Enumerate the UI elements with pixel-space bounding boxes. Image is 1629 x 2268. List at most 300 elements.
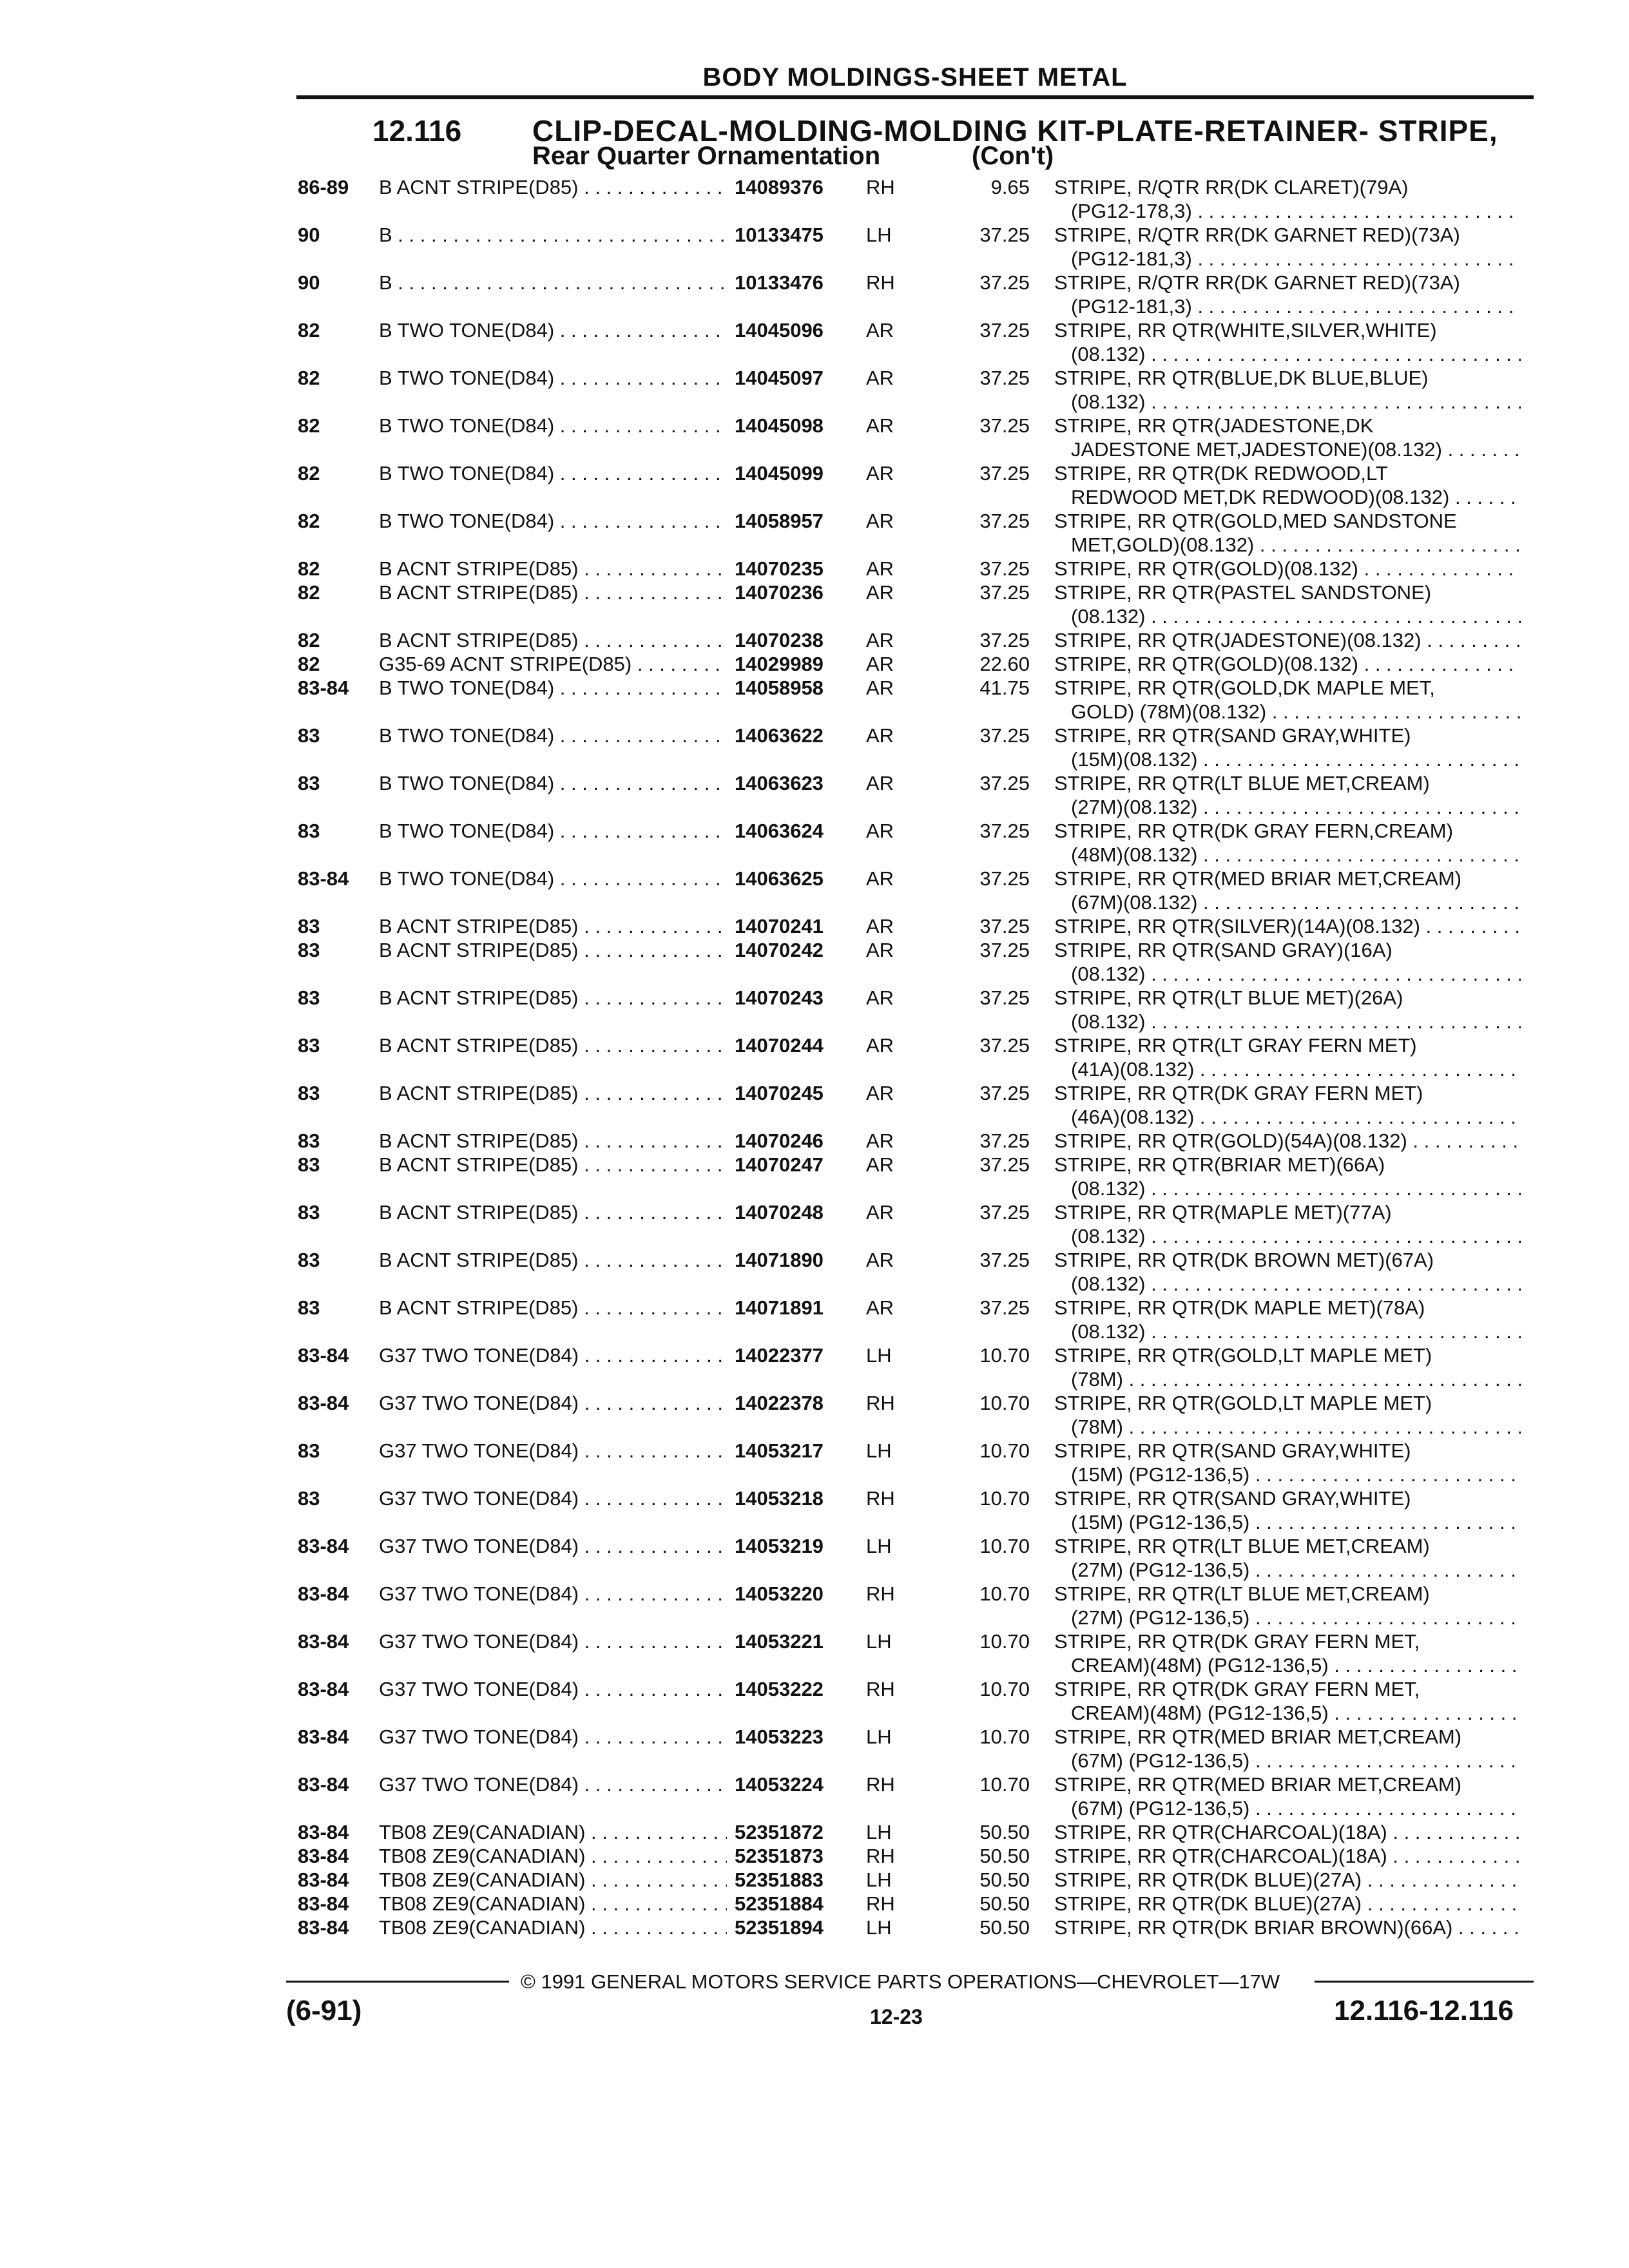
- price: 50.50: [979, 1845, 1030, 1867]
- model-years: 83: [298, 820, 320, 842]
- part-name-line-1: STRIPE, RR QTR(DK BROWN MET)(67A): [1054, 1249, 1434, 1271]
- part-name-line-1: STRIPE, RR QTR(PASTEL SANDSTONE): [1054, 581, 1432, 604]
- part-name: [1054, 652, 1521, 676]
- part-name-line-1: STRIPE, RR QTR(BLUE,DK BLUE,BLUE): [1054, 367, 1429, 389]
- model-years: 83-84: [298, 1582, 349, 1605]
- price: 10.70: [979, 1344, 1030, 1367]
- part-number: 14063624: [735, 820, 824, 842]
- usage-description: B TWO TONE(D84) . . .: [379, 867, 727, 890]
- model-years: 82: [298, 367, 320, 389]
- parts-row: [0, 1200, 1629, 1248]
- part-name-line-2: (PG12-181,3) . . .: [1054, 294, 1521, 318]
- usage-description: G37 TWO TONE(D84) . . .: [379, 1486, 727, 1510]
- side-code: AR: [866, 724, 894, 747]
- part-name: [1054, 1343, 1521, 1391]
- part-name-line-1: STRIPE, RR QTR(DK GRAY FERN,CREAM): [1054, 820, 1453, 842]
- side-code: AR: [866, 462, 894, 485]
- side-code: AR: [866, 581, 894, 604]
- part-number: 14053221: [735, 1630, 824, 1653]
- page-header-title: BODY MOLDINGS-SHEET METAL: [702, 63, 1128, 91]
- part-name-line-1: STRIPE, RR QTR(SAND GRAY,WHITE): [1054, 1487, 1411, 1510]
- parts-row: [0, 676, 1629, 724]
- price: 37.25: [979, 271, 1030, 294]
- price: 10.70: [979, 1439, 1030, 1462]
- price: 50.50: [979, 1821, 1030, 1843]
- usage-description: B ACNT STRIPE(D85) . . .: [379, 1200, 727, 1224]
- price: 37.25: [979, 724, 1030, 747]
- part-name: [1054, 1129, 1521, 1153]
- part-name-line-2: (67M) (PG12-136,5) . . .: [1054, 1749, 1521, 1773]
- part-name: [1054, 1033, 1521, 1081]
- part-name: [1054, 509, 1521, 557]
- part-name-line-2: (15M)(08.132) . . .: [1054, 747, 1521, 771]
- parts-row: [0, 771, 1629, 819]
- part-name-line-2: (08.132) . . .: [1054, 1224, 1521, 1248]
- parts-row: [0, 581, 1629, 628]
- section-title: CLIP-DECAL-MOLDING-MOLDING KIT-PLATE-RETAINER- STRIPE,: [532, 114, 1498, 148]
- part-number: 14053218: [735, 1487, 824, 1510]
- model-years: 83: [298, 939, 320, 961]
- part-name-line-2: CREAM)(48M) (PG12-136,5) . . .: [1054, 1701, 1521, 1725]
- usage-description: B ACNT STRIPE(D85) . . .: [379, 1248, 727, 1272]
- model-years: 82: [298, 462, 320, 485]
- side-code: LH: [866, 1535, 892, 1557]
- parts-row: [0, 366, 1629, 414]
- part-name-line-1: STRIPE, RR QTR(JADESTONE)(08.132) . . .: [1054, 628, 1521, 652]
- part-name-line-2: (27M) (PG12-136,5) . . .: [1054, 1606, 1521, 1629]
- model-years: 83-84: [298, 867, 349, 890]
- side-code: AR: [866, 1249, 894, 1271]
- model-years: 83: [298, 1439, 320, 1462]
- part-name-line-1: STRIPE, RR QTR(JADESTONE,DK: [1054, 414, 1374, 437]
- price: 37.25: [979, 629, 1030, 651]
- part-number: 14045098: [735, 414, 824, 437]
- part-name-line-1: STRIPE, RR QTR(MED BRIAR MET,CREAM): [1054, 1725, 1462, 1748]
- parts-row: [0, 1296, 1629, 1343]
- usage-description: B TWO TONE(D84) . . .: [379, 318, 727, 342]
- side-code: AR: [866, 939, 894, 961]
- price: 41.75: [979, 677, 1030, 699]
- part-name-line-1: STRIPE, RR QTR(GOLD,MED SANDSTONE: [1054, 510, 1457, 532]
- usage-description: G37 TWO TONE(D84) . . .: [379, 1534, 727, 1558]
- part-name-line-1: STRIPE, R/QTR RR(DK GARNET RED)(73A): [1054, 271, 1460, 294]
- price: 37.25: [979, 915, 1030, 937]
- part-name: [1054, 1629, 1521, 1677]
- price: 37.25: [979, 224, 1030, 246]
- parts-row: [0, 461, 1629, 509]
- side-code: AR: [866, 915, 894, 937]
- side-code: AR: [866, 1153, 894, 1176]
- parts-row: [0, 1868, 1629, 1892]
- usage-description: TB08 ZE9(CANADIAN) . . .: [379, 1916, 727, 1939]
- parts-row: [0, 1820, 1629, 1844]
- side-code: AR: [866, 677, 894, 699]
- side-code: RH: [866, 176, 895, 198]
- model-years: 86-89: [298, 176, 349, 198]
- part-number: 14063623: [735, 772, 824, 794]
- part-name: [1054, 1844, 1521, 1868]
- part-name-line-2: (08.132) . . .: [1054, 962, 1521, 986]
- parts-row: [0, 1033, 1629, 1081]
- side-code: LH: [866, 1821, 892, 1843]
- part-number: 14070235: [735, 557, 824, 580]
- part-number: 14053220: [735, 1582, 824, 1605]
- side-code: AR: [866, 510, 894, 532]
- part-name-line-1: STRIPE, RR QTR(MED BRIAR MET,CREAM): [1054, 867, 1462, 890]
- part-name-line-1: STRIPE, RR QTR(DK MAPLE MET)(78A): [1054, 1296, 1425, 1319]
- part-number: 14058957: [735, 510, 824, 532]
- price: 37.25: [979, 510, 1030, 532]
- model-years: 82: [298, 319, 320, 341]
- section-number: 12.116: [372, 114, 462, 148]
- part-number: 14071891: [735, 1296, 824, 1319]
- price: 37.25: [979, 1129, 1030, 1152]
- side-code: AR: [866, 367, 894, 389]
- section-continued: (Con't): [972, 142, 1054, 170]
- part-name: [1054, 414, 1521, 461]
- price: 37.25: [979, 462, 1030, 485]
- model-years: 83-84: [298, 1725, 349, 1748]
- model-years: 83: [298, 1296, 320, 1319]
- model-years: 90: [298, 271, 320, 294]
- part-name: [1054, 1296, 1521, 1343]
- parts-row: [0, 1248, 1629, 1296]
- part-name-line-1: STRIPE, RR QTR(GOLD,DK MAPLE MET,: [1054, 677, 1435, 699]
- price: 37.25: [979, 1296, 1030, 1319]
- parts-row: [0, 1486, 1629, 1534]
- model-years: 82: [298, 557, 320, 580]
- footer-rule-left: [286, 1981, 509, 1983]
- part-name: [1054, 175, 1521, 223]
- side-code: RH: [866, 1892, 895, 1915]
- part-name-line-1: STRIPE, RR QTR(DK REDWOOD,LT: [1054, 462, 1388, 485]
- part-name-line-1: STRIPE, R/QTR RR(DK CLARET)(79A): [1054, 176, 1409, 198]
- usage-description: TB08 ZE9(CANADIAN) . . .: [379, 1844, 727, 1868]
- part-number: 14022377: [735, 1344, 824, 1367]
- usage-description: B TWO TONE(D84) . . .: [379, 366, 727, 390]
- part-number: 52351894: [735, 1916, 824, 1939]
- section-subtitle: Rear Quarter Ornamentation: [532, 142, 881, 170]
- side-code: AR: [866, 1082, 894, 1104]
- part-name: [1054, 1725, 1521, 1773]
- model-years: 83: [298, 1153, 320, 1176]
- price: 37.25: [979, 319, 1030, 341]
- model-years: 83: [298, 724, 320, 747]
- part-number: 14070236: [735, 581, 824, 604]
- usage-description: B ACNT STRIPE(D85) . . .: [379, 1129, 727, 1153]
- part-number: 14071890: [735, 1249, 824, 1271]
- side-code: AR: [866, 867, 894, 890]
- part-number: 14070242: [735, 939, 824, 961]
- part-name-line-1: STRIPE, RR QTR(DK BLUE)(27A) . . .: [1054, 1868, 1521, 1892]
- usage-description: G35-69 ACNT STRIPE(D85) . . .: [379, 652, 727, 676]
- parts-row: [0, 318, 1629, 366]
- usage-description: B TWO TONE(D84) . . .: [379, 771, 727, 795]
- part-number: 14022378: [735, 1392, 824, 1414]
- part-name: [1054, 819, 1521, 867]
- part-name-line-1: STRIPE, RR QTR(MED BRIAR MET,CREAM): [1054, 1773, 1462, 1796]
- part-number: 14070246: [735, 1129, 824, 1152]
- usage-description: B . . .: [379, 223, 727, 247]
- model-years: 83-84: [298, 1630, 349, 1653]
- part-number: 14070243: [735, 986, 824, 1009]
- model-years: 82: [298, 653, 320, 675]
- price: 10.70: [979, 1773, 1030, 1796]
- parts-row: [0, 1439, 1629, 1486]
- part-name: [1054, 271, 1521, 318]
- side-code: AR: [866, 820, 894, 842]
- part-name-line-1: STRIPE, RR QTR(SAND GRAY)(16A): [1054, 939, 1393, 961]
- part-name-line-2: GOLD) (78M)(08.132) . . .: [1054, 700, 1521, 724]
- part-name-line-2: (08.132) . . .: [1054, 342, 1521, 366]
- part-name: [1054, 1868, 1521, 1892]
- side-code: RH: [866, 1392, 895, 1414]
- side-code: RH: [866, 271, 895, 294]
- page-number: 12-23: [870, 2005, 923, 2028]
- part-name-line-2: (78M) . . .: [1054, 1415, 1521, 1439]
- part-name-line-2: (78M) . . .: [1054, 1367, 1521, 1391]
- part-name-line-1: STRIPE, RR QTR(SAND GRAY,WHITE): [1054, 1439, 1411, 1462]
- parts-row: [0, 1773, 1629, 1820]
- usage-description: G37 TWO TONE(D84) . . .: [379, 1439, 727, 1463]
- parts-row: [0, 1081, 1629, 1129]
- part-name-line-1: STRIPE, RR QTR(SAND GRAY,WHITE): [1054, 724, 1411, 747]
- header-rule: [296, 95, 1534, 99]
- part-number: 10133476: [735, 271, 824, 294]
- parts-row: [0, 223, 1629, 271]
- part-name: [1054, 223, 1521, 271]
- part-name-line-2: (08.132) . . .: [1054, 390, 1521, 414]
- part-number: 14045099: [735, 462, 824, 485]
- side-code: AR: [866, 319, 894, 341]
- parts-row: [0, 652, 1629, 676]
- part-name: [1054, 1439, 1521, 1486]
- parts-row: [0, 271, 1629, 318]
- model-years: 82: [298, 581, 320, 604]
- usage-description: G37 TWO TONE(D84) . . .: [379, 1343, 727, 1367]
- part-name-line-2: (67M)(08.132) . . .: [1054, 890, 1521, 914]
- part-number: 14063625: [735, 867, 824, 890]
- model-years: 83-84: [298, 1392, 349, 1414]
- part-name: [1054, 1820, 1521, 1844]
- part-name-line-1: STRIPE, RR QTR(LT BLUE MET,CREAM): [1054, 772, 1430, 794]
- parts-row: [0, 1129, 1629, 1153]
- parts-row: [0, 914, 1629, 938]
- part-name-line-2: (15M) (PG12-136,5) . . .: [1054, 1510, 1521, 1534]
- side-code: RH: [866, 1773, 895, 1796]
- parts-row: [0, 819, 1629, 867]
- part-name-line-1: STRIPE, RR QTR(SILVER)(14A)(08.132) . . .: [1054, 914, 1521, 938]
- usage-description: B ACNT STRIPE(D85) . . .: [379, 175, 727, 199]
- part-name: [1054, 1534, 1521, 1582]
- part-name-line-2: (46A)(08.132) . . .: [1054, 1105, 1521, 1129]
- parts-row: [0, 1892, 1629, 1916]
- part-number: 14053222: [735, 1678, 824, 1700]
- parts-row: [0, 1844, 1629, 1868]
- usage-description: B ACNT STRIPE(D85) . . .: [379, 628, 727, 652]
- part-number: 14063622: [735, 724, 824, 747]
- usage-description: B TWO TONE(D84) . . .: [379, 509, 727, 533]
- part-number: 52351872: [735, 1821, 824, 1843]
- model-years: 83-84: [298, 1678, 349, 1700]
- model-years: 82: [298, 414, 320, 437]
- part-name-line-1: STRIPE, RR QTR(GOLD,LT MAPLE MET): [1054, 1392, 1432, 1414]
- part-name-line-1: STRIPE, RR QTR(DK BRIAR BROWN)(66A) . . .: [1054, 1916, 1521, 1939]
- part-name-line-2: (PG12-178,3) . . .: [1054, 199, 1521, 223]
- part-name: [1054, 914, 1521, 938]
- part-number: 14070247: [735, 1153, 824, 1176]
- part-name-line-1: STRIPE, RR QTR(DK GRAY FERN MET,: [1054, 1678, 1420, 1700]
- part-name: [1054, 1248, 1521, 1296]
- part-name-line-2: CREAM)(48M) (PG12-136,5) . . .: [1054, 1653, 1521, 1677]
- model-years: 83: [298, 1082, 320, 1104]
- parts-row: [0, 557, 1629, 581]
- side-code: AR: [866, 772, 894, 794]
- part-name-line-1: STRIPE, RR QTR(WHITE,SILVER,WHITE): [1054, 319, 1437, 341]
- side-code: RH: [866, 1487, 895, 1510]
- part-name-line-2: (08.132) . . .: [1054, 1272, 1521, 1296]
- usage-description: B ACNT STRIPE(D85) . . .: [379, 1153, 727, 1177]
- part-number: 14045097: [735, 367, 824, 389]
- part-number: 14070241: [735, 915, 824, 937]
- parts-row: [0, 1629, 1629, 1677]
- side-code: RH: [866, 1845, 895, 1867]
- model-years: 83: [298, 915, 320, 937]
- usage-description: TB08 ZE9(CANADIAN) . . .: [379, 1820, 727, 1844]
- model-years: 83: [298, 1201, 320, 1224]
- part-name-line-2: (15M) (PG12-136,5) . . .: [1054, 1463, 1521, 1486]
- usage-description: B ACNT STRIPE(D85) . . .: [379, 1033, 727, 1057]
- side-code: AR: [866, 653, 894, 675]
- part-name-line-2: (67M) (PG12-136,5) . . .: [1054, 1796, 1521, 1820]
- part-number: 14070248: [735, 1201, 824, 1224]
- part-name-line-2: REDWOOD MET,DK REDWOOD)(08.132) . . .: [1054, 485, 1521, 509]
- part-number: 52351884: [735, 1892, 824, 1915]
- usage-description: B . . .: [379, 271, 727, 294]
- price: 37.25: [979, 1249, 1030, 1271]
- part-name-line-1: STRIPE, RR QTR(GOLD)(08.132) . . .: [1054, 557, 1521, 581]
- price: 37.25: [979, 1034, 1030, 1057]
- part-name-line-1: STRIPE, R/QTR RR(DK GARNET RED)(73A): [1054, 224, 1460, 246]
- part-name: [1054, 1892, 1521, 1916]
- price: 10.70: [979, 1392, 1030, 1414]
- price: 37.25: [979, 1201, 1030, 1224]
- model-years: 83-84: [298, 1344, 349, 1367]
- parts-row: [0, 175, 1629, 223]
- part-name: [1054, 1486, 1521, 1534]
- part-name: [1054, 986, 1521, 1033]
- model-years: 83: [298, 1129, 320, 1152]
- side-code: AR: [866, 986, 894, 1009]
- model-years: 83: [298, 986, 320, 1009]
- part-name-line-1: STRIPE, RR QTR(BRIAR MET)(66A): [1054, 1153, 1385, 1176]
- part-name: [1054, 676, 1521, 724]
- part-number: 14058958: [735, 677, 824, 699]
- usage-description: G37 TWO TONE(D84) . . .: [379, 1677, 727, 1701]
- side-code: LH: [866, 1916, 892, 1939]
- section-range: 12.116-12.116: [1334, 1995, 1514, 2026]
- price: 10.70: [979, 1725, 1030, 1748]
- part-name: [1054, 1200, 1521, 1248]
- usage-description: B ACNT STRIPE(D85) . . .: [379, 938, 727, 962]
- part-name: [1054, 1677, 1521, 1725]
- price: 37.25: [979, 414, 1030, 437]
- parts-row: [0, 1391, 1629, 1439]
- parts-row: [0, 1534, 1629, 1582]
- parts-row: [0, 509, 1629, 557]
- parts-row: [0, 1343, 1629, 1391]
- part-name-line-1: STRIPE, RR QTR(CHARCOAL)(18A) . . .: [1054, 1820, 1521, 1844]
- part-name: [1054, 557, 1521, 581]
- parts-row: [0, 414, 1629, 461]
- parts-row: [0, 724, 1629, 771]
- price: 37.25: [979, 820, 1030, 842]
- part-name-line-2: (41A)(08.132) . . .: [1054, 1057, 1521, 1081]
- part-number: 14070238: [735, 629, 824, 651]
- model-years: 83-84: [298, 1916, 349, 1939]
- side-code: AR: [866, 1129, 894, 1152]
- model-years: 83: [298, 772, 320, 794]
- part-name: [1054, 1773, 1521, 1820]
- price: 10.70: [979, 1630, 1030, 1653]
- parts-row: [0, 1153, 1629, 1200]
- model-years: 83-84: [298, 1892, 349, 1915]
- part-name: [1054, 938, 1521, 986]
- price: 50.50: [979, 1916, 1030, 1939]
- part-name-line-1: STRIPE, RR QTR(DK GRAY FERN MET,: [1054, 1630, 1420, 1653]
- side-code: AR: [866, 414, 894, 437]
- part-number: 14053219: [735, 1535, 824, 1557]
- parts-row: [0, 1916, 1629, 1939]
- usage-description: B ACNT STRIPE(D85) . . .: [379, 557, 727, 581]
- part-name: [1054, 366, 1521, 414]
- price: 10.70: [979, 1582, 1030, 1605]
- parts-row: [0, 986, 1629, 1033]
- part-name-line-2: (08.132) . . .: [1054, 604, 1521, 628]
- parts-row: [0, 938, 1629, 986]
- side-code: LH: [866, 1869, 892, 1891]
- price: 37.25: [979, 986, 1030, 1009]
- model-years: 90: [298, 224, 320, 246]
- part-number: 14070245: [735, 1082, 824, 1104]
- price: 50.50: [979, 1892, 1030, 1915]
- parts-row: [0, 867, 1629, 914]
- usage-description: TB08 ZE9(CANADIAN) . . .: [379, 1868, 727, 1892]
- side-code: RH: [866, 1678, 895, 1700]
- side-code: AR: [866, 1296, 894, 1319]
- model-years: 83-84: [298, 1821, 349, 1843]
- usage-description: TB08 ZE9(CANADIAN) . . .: [379, 1892, 727, 1916]
- price: 10.70: [979, 1535, 1030, 1557]
- part-number: 14053223: [735, 1725, 824, 1748]
- side-code: LH: [866, 1630, 892, 1653]
- usage-description: B ACNT STRIPE(D85) . . .: [379, 581, 727, 604]
- price: 37.25: [979, 557, 1030, 580]
- part-name: [1054, 628, 1521, 652]
- part-name-line-2: (08.132) . . .: [1054, 1010, 1521, 1033]
- part-name-line-1: STRIPE, RR QTR(GOLD)(08.132) . . .: [1054, 652, 1521, 676]
- part-name-line-2: (27M) (PG12-136,5) . . .: [1054, 1558, 1521, 1582]
- price: 37.25: [979, 772, 1030, 794]
- part-name: [1054, 318, 1521, 366]
- part-number: 14029989: [735, 653, 824, 675]
- usage-description: B TWO TONE(D84) . . .: [379, 414, 727, 437]
- part-name-line-1: STRIPE, RR QTR(DK BLUE)(27A) . . .: [1054, 1892, 1521, 1916]
- part-name-line-1: STRIPE, RR QTR(CHARCOAL)(18A) . . .: [1054, 1844, 1521, 1868]
- footer-rule-right: [1315, 1981, 1534, 1983]
- price: 37.25: [979, 939, 1030, 961]
- part-number: 14045096: [735, 319, 824, 341]
